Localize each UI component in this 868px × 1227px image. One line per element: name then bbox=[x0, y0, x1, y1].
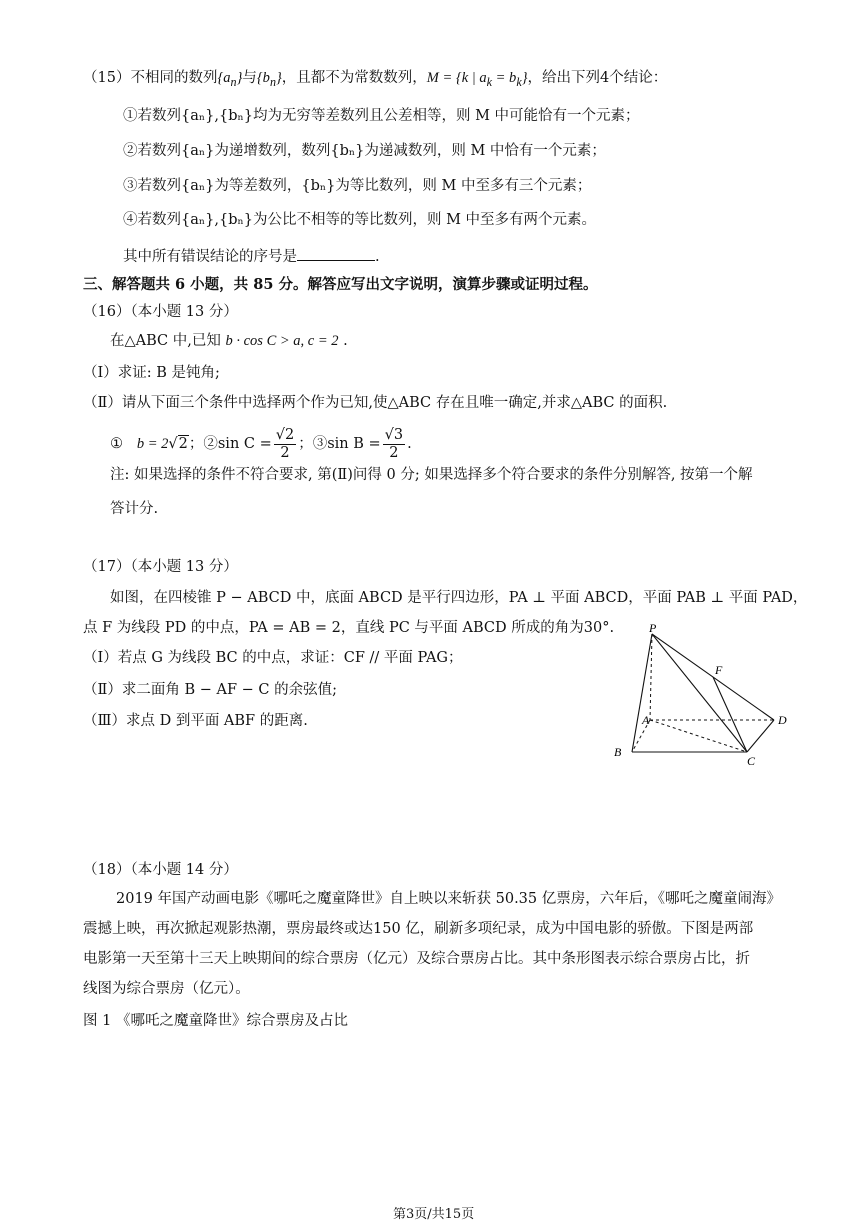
page-footer: 第3页/共15页 bbox=[393, 1207, 475, 1222]
q16-part-1: （Ⅰ）求证: B 是钝角; bbox=[83, 365, 220, 381]
edge-PB bbox=[632, 634, 652, 752]
edge-CD bbox=[747, 720, 774, 752]
q16-part-2: （Ⅱ）请从下面三个条件中选择两个作为已知,使△ABC 存在且唯一确定,并求△ABC 的面积. bbox=[83, 395, 668, 411]
label-P: P bbox=[649, 621, 657, 635]
label-C: C bbox=[747, 754, 756, 768]
q18-line-3: 电影第一天至第十三天上映期间的综合票房（亿元）及综合票房占比。其中条形图表示综合票房占比，折 bbox=[83, 951, 750, 967]
diag-AC-hidden bbox=[650, 720, 747, 752]
pyramid-figure bbox=[612, 620, 792, 770]
label-B: B bbox=[614, 745, 622, 759]
q15-stem: （15）不相同的数列$\{a_n\}$与$\{b_n\}$，且都不为常数数列，M = {k | $a_k = b_k$}，给出下列4个结论： bbox=[83, 70, 668, 89]
section-heading: 三、解答题共 6 小题，共 85 分。解答应写出文字说明，演算步骤或证明过程。 bbox=[83, 276, 598, 293]
q17-line-2: 点 F 为线段 PD 的中点，PA = AB = 2，直线 PC 与平面 ABCD 所成的角为30°. bbox=[83, 620, 615, 636]
q15-conclusion-1: ①若数列{aₙ},{bₙ}均为无穷等差数列且公差相等，则 M 中可能恰有一个元素； bbox=[123, 108, 640, 124]
label-D: D bbox=[778, 713, 787, 727]
q17-header: （17）（本小题 13 分） bbox=[83, 559, 238, 575]
label-A: A bbox=[642, 713, 650, 727]
edge-PC bbox=[652, 634, 747, 752]
answer-blank[interactable] bbox=[297, 245, 375, 261]
q18-header: （18）（本小题 14 分） bbox=[83, 862, 238, 878]
q16-header: （16）（本小题 13 分） bbox=[83, 304, 238, 320]
fraction-sqrt3-over-2: $\frac{√3}{2}$ bbox=[384, 426, 404, 461]
q17-part-2: （Ⅱ）求二面角 B − AF − C 的余弦值; bbox=[83, 682, 337, 698]
q15-ask: 其中所有错误结论的序号是 . bbox=[123, 245, 380, 267]
q15-conclusion-2: ②若数列{aₙ}为递增数列，数列{bₙ}为递减数列，则 M 中恰有一个元素； bbox=[123, 143, 606, 159]
q17-line-1: 如图，在四棱锥 P − ABCD 中，底面 ABCD 是平行四边形，PA ⊥ 平面 ABCD，平面 PAB ⊥ 平面 PAD， bbox=[110, 590, 808, 606]
q16-given: 在△ABC 中,已知 b · cos C > a, c = 2 . bbox=[110, 333, 348, 349]
q15-conclusion-4: ④若数列{aₙ},{bₙ}为公比不相等的等比数列，则 M 中至多有两个元素。 bbox=[123, 212, 597, 228]
q17-part-3: （Ⅲ）求点 D 到平面 ABF 的距离. bbox=[83, 713, 308, 729]
q18-line-1: 2019 年国产动画电影《哪吒之魔童降世》自上映以来斩获 50.35 亿票房，六年后，《哪吒之魔童闹海》 bbox=[116, 891, 781, 907]
q16-note-line-2: 答计分. bbox=[110, 501, 159, 517]
q18-line-2: 震撼上映，再次掀起观影热潮，票房最终或达150 亿，刷新多项纪录，成为中国电影的骄傲。下图是两部 bbox=[83, 921, 754, 937]
q16-note-line-1: 注: 如果选择的条件不符合要求, 第(Ⅱ)问得 0 分; 如果选择多个符合要求的条件分别解答, 按第一个解 bbox=[110, 467, 753, 483]
q15-conclusion-3: ③若数列{aₙ}为等差数列，{bₙ}为等比数列，则 M 中至多有三个元素； bbox=[123, 178, 592, 194]
figure-caption: 图 1 《哪吒之魔童降世》综合票房及占比 bbox=[83, 1013, 348, 1029]
q18-line-4: 线图为综合票房（亿元）。 bbox=[83, 981, 250, 997]
label-F: F bbox=[715, 663, 723, 677]
q17-part-1: （Ⅰ）若点 G 为线段 BC 的中点，求证：CF // 平面 PAG； bbox=[83, 650, 463, 666]
q16-conditions: ① b = 2√2；②sin C = $\frac{√2}{2}$ ；③sin B = $\frac{√3}{2}$ . bbox=[110, 426, 412, 461]
fraction-sqrt2-over-2: $\frac{√2}{2}$ bbox=[275, 426, 295, 461]
segment-FC bbox=[713, 677, 747, 752]
